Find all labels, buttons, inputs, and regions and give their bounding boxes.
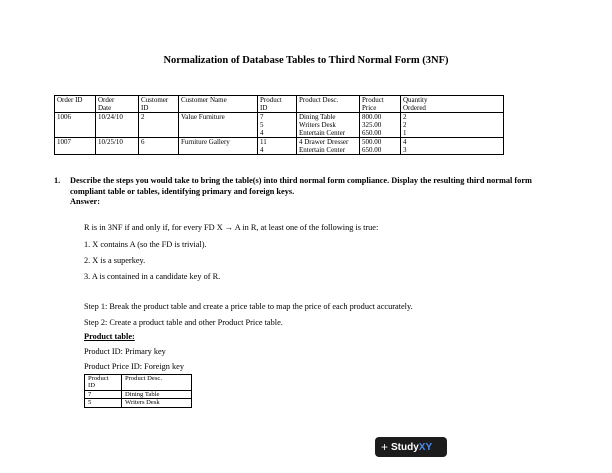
header-order-id: Order ID: [55, 96, 96, 113]
header-quantity-ordered: Quantity Ordered: [401, 96, 504, 113]
rule-item: 1. X contains A (so the FD is trivial).: [84, 240, 207, 249]
logo-accent-text: XY: [418, 441, 433, 453]
product-id-cell: 7 5 4: [258, 113, 297, 138]
customer-name-cell: Value Furniture: [179, 113, 258, 138]
orders-header-row: [55, 96, 504, 113]
product-id-cell: 5: [85, 399, 122, 407]
question-text: Describe the steps you would take to bring the table(s) into third normal form compliance. Display the resulting third normal form compliant table or tables, identifying primary and foreign keys.: [70, 176, 532, 196]
customer-id-cell: 6: [139, 138, 179, 155]
product-id-cell: 7: [85, 390, 122, 398]
product-desc-cell: 4 Drawer Dresser Entertain Center: [297, 138, 360, 155]
foreign-key-note: Product Price ID: Foreign key: [84, 362, 185, 371]
studyxy-logo: [375, 437, 447, 457]
step-1: Step 1: Break the product table and create a price table to map the price of each product accurately.: [84, 302, 413, 311]
product-header-row: [85, 375, 192, 391]
product-desc-cell: Writers Desk: [122, 399, 192, 407]
header-customer-name: Customer Name: [179, 96, 258, 113]
header-product-id: Product ID: [85, 375, 122, 391]
order-id-cell: 1007: [55, 138, 96, 155]
rule-item: 2. X is a superkey.: [84, 256, 146, 265]
question-number: 1.: [54, 176, 61, 185]
order-date-cell: 10/25/10: [96, 138, 139, 155]
product-price-cell: 500.00 650.00: [360, 138, 401, 155]
quantity-cell: 4 3: [401, 138, 504, 155]
header-order-date: Order Date: [96, 96, 139, 113]
question-block: [54, 176, 550, 208]
answer-intro: R is in 3NF if and only if, for every FD X → A in R, at least one of the following is true:: [84, 223, 379, 232]
quantity-cell: 2 2 1: [401, 113, 504, 138]
step-2: Step 2: Create a product table and other Product Price table.: [84, 318, 283, 327]
table-row: [55, 138, 504, 155]
document-title: Normalization of Database Tables to Third Normal Form (3NF): [163, 55, 449, 66]
header-customer-id: Customer ID: [139, 96, 179, 113]
header-product-desc: Product Desc.: [297, 96, 360, 113]
product-desc-cell: Dining Table Writers Desk Entertain Center: [297, 113, 360, 138]
table-row: [85, 390, 192, 398]
answer-label: Answer:: [70, 197, 100, 206]
product-table: [84, 374, 192, 408]
order-date-cell: 10/24/10: [96, 113, 139, 138]
header-product-desc: Product Desc.: [122, 375, 192, 391]
customer-name-cell: Furniture Gallery: [179, 138, 258, 155]
product-price-cell: 800.00 325.00 650.00: [360, 113, 401, 138]
table-row: [55, 113, 504, 138]
logo-text: Study: [391, 441, 419, 453]
product-desc-cell: Dining Table: [122, 390, 192, 398]
header-product-price: Product Price: [360, 96, 401, 113]
header-product-id: Product ID: [258, 96, 297, 113]
table-row: [85, 399, 192, 407]
rule-item: 3. A is contained in a candidate key of R.: [84, 272, 221, 281]
plus-icon: +: [381, 440, 389, 454]
product-id-cell: 11 4: [258, 138, 297, 155]
customer-id-cell: 2: [139, 113, 179, 138]
product-table-heading: Product table:: [84, 332, 135, 341]
orders-table: [54, 95, 504, 155]
order-id-cell: 1006: [55, 113, 96, 138]
primary-key-note: Product ID: Primary key: [84, 347, 166, 356]
